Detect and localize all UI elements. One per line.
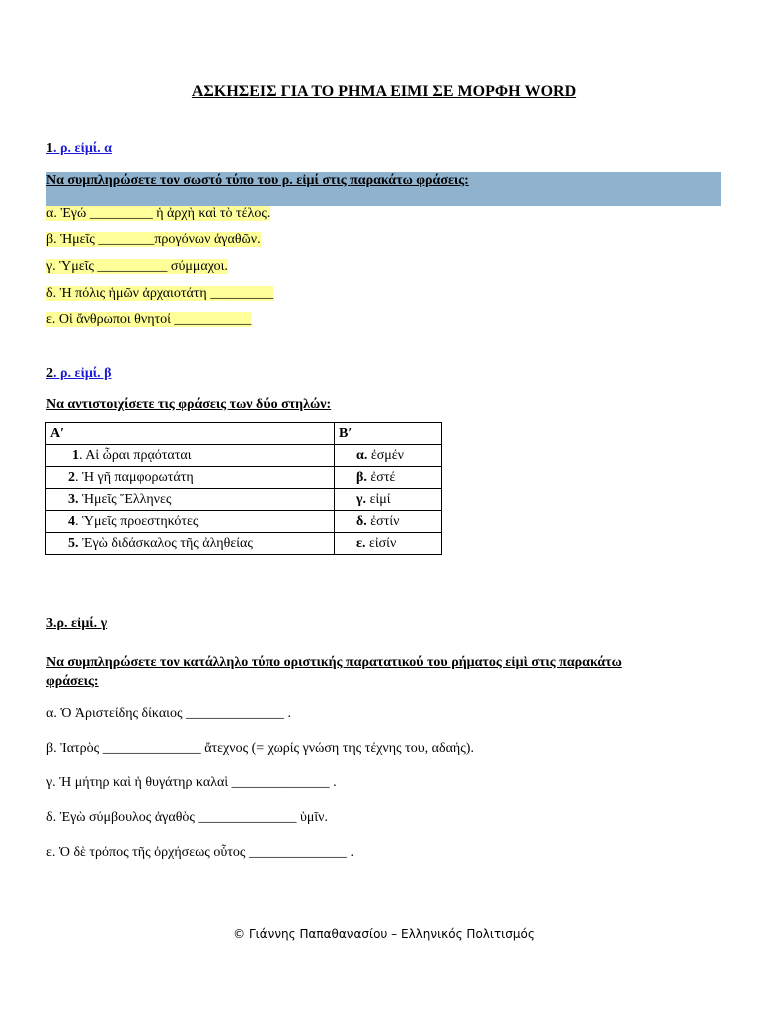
exercise-1-sentence-a <box>46 206 270 222</box>
exercise-1-sentence-e <box>46 312 251 328</box>
column-b-cell <box>335 489 442 511</box>
item-text: Ἡμεῖς Ἕλληνες <box>78 491 172 507</box>
item-letter: γ. <box>356 491 367 507</box>
item-number: 3. <box>68 491 79 507</box>
item-text: ἐστέ <box>366 469 396 485</box>
item-text: Ἐγὼ διδάσκαλος τῆς ἀληθείας <box>78 535 253 551</box>
exercise-3-sentence-a: α. Ὁ Ἀριστείδης δίκαιος ______________ . <box>46 706 291 721</box>
item-text: . Ἡ γῆ παμφορωτάτη <box>75 469 194 485</box>
table-row <box>46 467 442 489</box>
sentence-text: γ. Ὑμεῖς __________ σύμμαχοι. <box>46 259 228 274</box>
table-header-row <box>46 423 442 445</box>
column-a-cell <box>46 467 335 489</box>
column-a-cell <box>46 533 335 555</box>
table-row <box>46 511 442 533</box>
page-title: ΑΣΚΗΣΕΙΣ ΓΙΑ ΤΟ ΡΗΜΑ ΕΙΜΙ ΣΕ ΜΟΡΦΗ WORD <box>191 83 577 100</box>
item-text: . Αἱ ὧραι πρᾳόταται <box>79 447 192 463</box>
item-text: ἐστίν <box>366 513 400 529</box>
column-b-cell <box>335 445 442 467</box>
column-a-cell <box>46 489 335 511</box>
section-3-instruction-line-1: Να συμπληρώσετε τον κατάλληλο τύπο οριστικής παρατατικού του ρήματος εἰμὶ στις παρακάτω <box>46 655 622 670</box>
sentence-text: ε. Οἱ ἄνθρωποι θνητοί ___________ <box>46 312 252 327</box>
exercise-1-sentence-b <box>46 232 261 248</box>
exercise-3-sentence-b: β. Ἰατρὸς ______________ ἄτεχνος (= χωρίς γνώση της τέχνης του, αδαής). <box>46 741 474 756</box>
column-a-cell <box>46 511 335 533</box>
column-b-cell <box>335 467 442 489</box>
section-2-heading <box>46 366 111 382</box>
section-3-instruction-line-2: φράσεις: <box>46 674 99 689</box>
sentence-text: δ. Ἡ πόλις ἡμῶν ἀρχαιοτάτη _________ <box>46 286 274 301</box>
exercise-3-sentence-d: δ. Ἐγὼ σύμβουλος ἀγαθὸς ______________ ὑμῖν. <box>46 810 328 825</box>
item-text: εἰμί <box>366 491 391 507</box>
section-2-instruction: Να αντιστοιχίσετε τις φράσεις των δύο στηλών: <box>46 397 332 412</box>
section-1-number: 1 <box>46 141 53 156</box>
item-letter: ε. <box>356 535 366 551</box>
section-1-heading <box>46 141 112 157</box>
section-3-heading: 3.ρ. εἰμί. γ <box>46 616 108 631</box>
section-1-title: . ρ. εἰμί. α <box>53 141 112 156</box>
section-1-instruction: Να συμπληρώσετε τον σωστό τύπο του ρ. εἰμί στις παρακάτω φράσεις: <box>46 173 469 188</box>
exercise-1-sentence-c <box>46 259 228 275</box>
item-text: ἐσμέν <box>367 447 404 463</box>
section-2-number: 2 <box>46 366 53 381</box>
item-letter: δ. <box>356 513 367 529</box>
column-a-header: A′ <box>46 423 335 445</box>
item-number: 4 <box>68 513 75 529</box>
copyright-footer: © Γιάννης Παπαθανασίου – Ελληνικός Πολιτισμός <box>233 927 535 941</box>
column-b-cell <box>335 511 442 533</box>
matching-table <box>45 422 442 555</box>
column-b-header: B′ <box>335 423 442 445</box>
item-number: 2 <box>68 469 75 485</box>
exercise-1-sentence-d <box>46 286 273 302</box>
item-text: . Ὑμεῖς προεστηκότες <box>75 513 199 529</box>
item-letter: α. <box>356 447 368 463</box>
sentence-text: α. Ἐγώ _________ ἡ ἀρχὴ καὶ τὸ τέλος. <box>46 206 271 221</box>
item-text: εἰσίν <box>365 535 397 551</box>
column-b-cell <box>335 533 442 555</box>
section-2-title: . ρ. εἰμί. β <box>53 366 112 381</box>
item-number: 1 <box>72 447 79 463</box>
table-row <box>46 533 442 555</box>
sentence-text: β. Ἡμεῖς ________προγόνων ἀγαθῶν. <box>46 232 261 247</box>
column-a-cell <box>46 445 335 467</box>
item-letter: β. <box>356 469 367 485</box>
exercise-3-sentence-e: ε. Ὁ δὲ τρόπος τῆς ὀρχήσεως οὗτος ______________ . <box>46 845 354 860</box>
item-number: 5. <box>68 535 79 551</box>
exercise-3-sentence-c: γ. Ἡ μήτηρ καὶ ἡ θυγάτηρ καλαὶ ______________ . <box>46 775 337 790</box>
table-row <box>46 489 442 511</box>
table-row <box>46 445 442 467</box>
